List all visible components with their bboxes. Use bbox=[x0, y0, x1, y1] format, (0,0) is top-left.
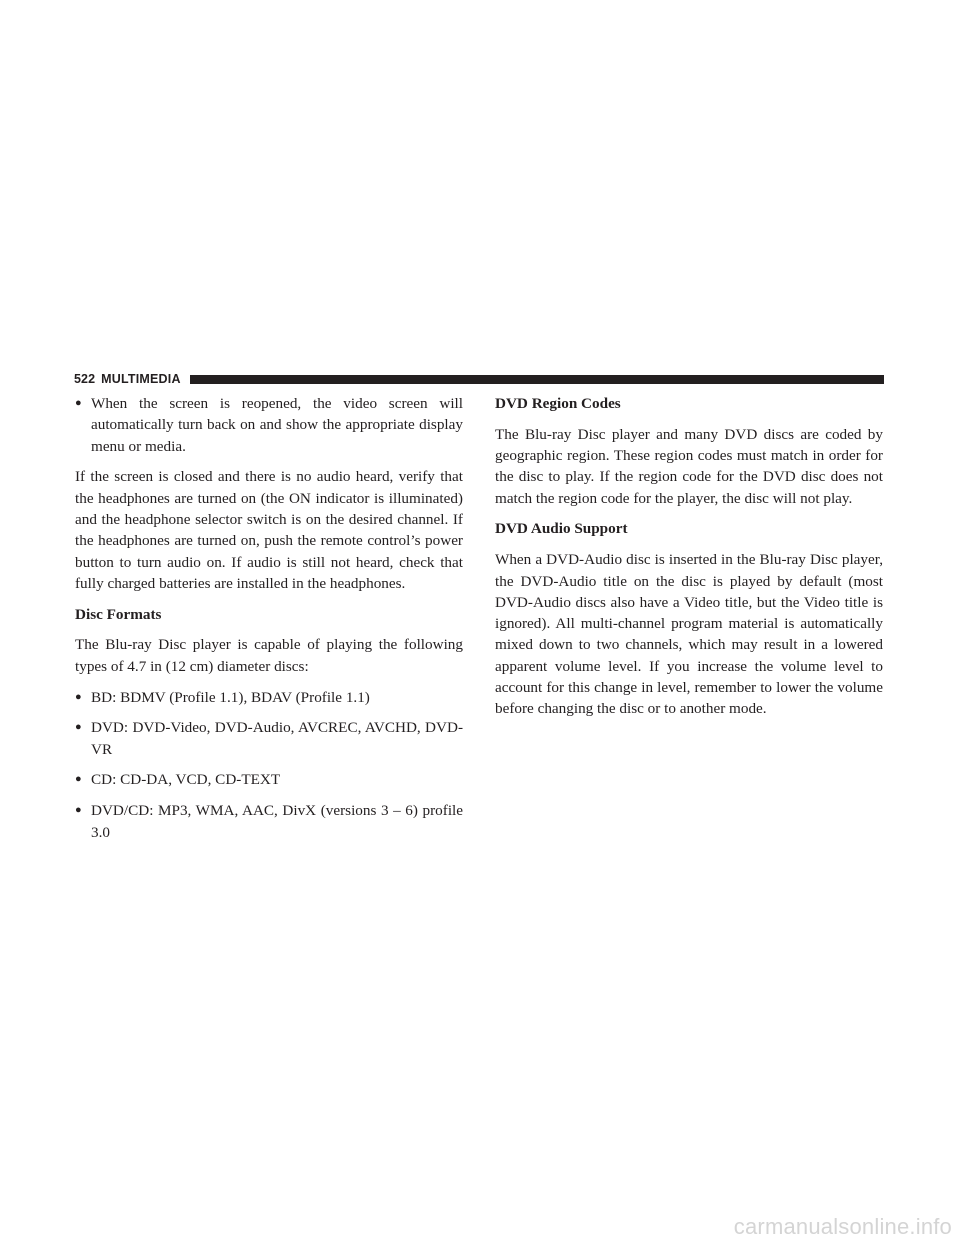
bullet-text: DVD/CD: MP3, WMA, AAC, DivX (versions 3 – 6) profile 3.0 bbox=[91, 802, 463, 841]
left-column bbox=[75, 393, 463, 843]
list-item bbox=[75, 393, 463, 457]
list-item bbox=[75, 769, 463, 790]
bullet-text: DVD: DVD-Video, DVD-Audio, AVCREC, AVCHD, DVD-VR bbox=[91, 719, 463, 758]
bullet-text: When the screen is reopened, the video screen will automatically turn back on and show the appropriate display menu or media. bbox=[91, 395, 463, 455]
page-header bbox=[74, 368, 884, 390]
heading-audio-support: DVD Audio Support bbox=[495, 520, 628, 538]
list-item bbox=[75, 800, 463, 843]
list-item bbox=[75, 717, 463, 760]
header-rule bbox=[190, 375, 884, 384]
paragraph-region-codes: The Blu-ray Disc player and many DVD discs are coded by geographic region. These region codes must match in order for the disc to play. If the region code for the DVD disc does not match the region code for the player, the disc will not play. bbox=[495, 425, 883, 507]
heading-region-codes: DVD Region Codes bbox=[495, 395, 621, 412]
section-title: MULTIMEDIA bbox=[101, 372, 181, 386]
right-column bbox=[495, 393, 883, 720]
paragraph-audio-troubleshooting: If the screen is closed and there is no audio heard, verify that the headphones are turned on (the ON indicator is illuminated) and the headphone selector switch is on the desired channel. If the headphones are turned on, push the remote control’s power button to turn audio on. If audio is still not heard, check that fully charged batteries are installed in the headphones. bbox=[75, 468, 463, 592]
bullet-icon: ● bbox=[75, 773, 82, 786]
bullet-text: CD: CD-DA, VCD, CD-TEXT bbox=[91, 771, 281, 789]
bullet-text: BD: BDMV (Profile 1.1), BDAV (Profile 1.1) bbox=[91, 688, 370, 706]
heading-disc-formats: Disc Formats bbox=[75, 605, 162, 623]
paragraph-audio-support: When a DVD-Audio disc is inserted in the Blu-ray Disc player, the DVD-Audio title on the disc is played by default (most DVD-Audio discs also have a Video title, but the Video title is ignored). All multi-channel program material is automatically mixed down to two channels, which may result in a lowered apparent volume level. If you increase the volume level to account for this change in level, remember to lower the volume before changing the disc or to another mode. bbox=[495, 551, 883, 718]
page-number: 522 bbox=[74, 372, 96, 386]
bullet-icon: ● bbox=[75, 397, 82, 409]
bullet-icon: ● bbox=[75, 804, 82, 817]
list-item bbox=[75, 687, 463, 708]
bullet-icon: ● bbox=[75, 721, 82, 734]
bullet-icon: ● bbox=[75, 690, 82, 703]
paragraph-disc-formats: The Blu-ray Disc player is capable of playing the following types of 4.7 in (12 cm) diameter discs: bbox=[75, 636, 463, 675]
watermark: carmanualsonline.info bbox=[733, 1214, 952, 1239]
